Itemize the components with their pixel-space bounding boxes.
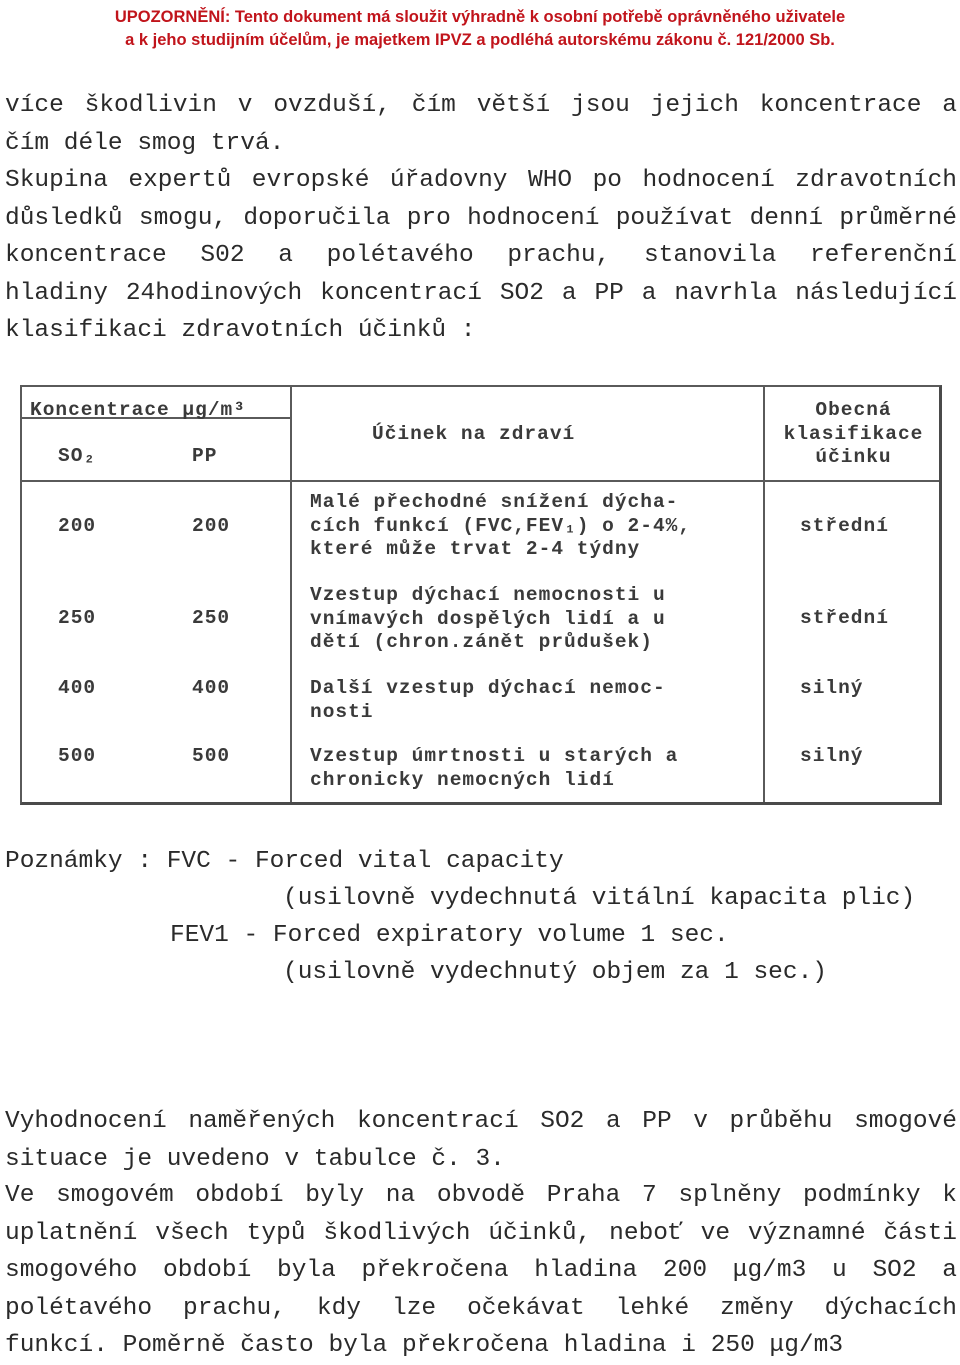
notes-fvc-translation: (usilovně vydechnutá vitální kapacita plic) (283, 885, 916, 912)
text-line: čím déle smog trvá. (5, 129, 285, 157)
row-divider (22, 480, 939, 482)
text-line: více škodlivin v ovzduší, čím větší jsou jejich koncentrace a (5, 92, 957, 119)
text-line: koncentrace S02 a polétavého prachu, stanovila referenční (5, 242, 957, 269)
row4-so2: 500 (58, 745, 97, 767)
warning-line-2: a k jeho studijním účelům, je majetkem IPVZ a podléhá autorskému zákonu č. 121/2000 Sb. (125, 31, 835, 49)
text-line: hladiny 24hodinových koncentrací SO2 a PP a navrhla následující (5, 279, 957, 307)
row3-class: silný (800, 677, 864, 699)
header-so2: SO₂ (58, 445, 97, 467)
text-line: Skupina expertů evropské úřadovny WHO po hodnocení zdravotních (5, 167, 957, 194)
intro-paragraph (5, 87, 957, 162)
column-divider (290, 387, 292, 802)
row1-pp: 200 (192, 515, 231, 537)
row2-so2: 250 (58, 607, 97, 629)
text-line: situace je uvedeno v tabulce č. 3. (5, 1145, 505, 1173)
row2-effect: Vzestup dýchací nemocnosti u vnímavých dospělých lidí a u dětí (chron.zánět průdušek) (310, 584, 666, 653)
row1-so2: 200 (58, 515, 97, 537)
text-line: polétavého prachu, kdy lze očekávat lehké změny dýchacích (5, 1294, 957, 1322)
row2-class: střední (800, 607, 889, 629)
who-paragraph (5, 162, 957, 350)
copyright-warning (0, 6, 960, 52)
row4-effect: Vzestup úmrtnosti u starých a chronicky nemocných lidí (310, 745, 679, 791)
header-pp: PP (192, 445, 218, 467)
notes-label: Poznámky : FVC - Forced vital capacity (5, 848, 564, 875)
row4-class: silný (800, 745, 864, 767)
row3-effect: Další vzestup dýchací nemoc- nosti (310, 677, 666, 723)
notes-fev1: FEV1 - Forced expiratory volume 1 sec. (170, 922, 729, 949)
header-effect: Účinek na zdraví (372, 423, 576, 445)
header-classification: Obecná klasifikace účinku (783, 399, 924, 468)
text-line: Vyhodnocení naměřených koncentrací SO2 a PP v průběhu smogové (5, 1108, 957, 1135)
row1-effect: Malé přechodné snížení dýcha- cích funkcí (FVC,FEV₁) o 2-4%, které může trvat 2-4 týdny (310, 491, 692, 560)
conclusion-paragraph (5, 1177, 957, 1365)
row4-pp: 500 (192, 745, 231, 767)
evaluation-paragraph (5, 1103, 957, 1178)
header-concentration: Koncentrace μg/m³ (30, 399, 246, 421)
row3-pp: 400 (192, 677, 231, 699)
row2-pp: 250 (192, 607, 231, 629)
text-line: důsledků smogu, doporučila pro hodnocení používat denní průměrné (5, 204, 957, 232)
row3-so2: 400 (58, 677, 97, 699)
text-line: Ve smogovém období byly na obvodě Praha 7 splněny podmínky k (5, 1182, 957, 1209)
warning-line-1: UPOZORNĚNÍ: Tento dokument má sloužit výhradně k osobní potřebě oprávněného uživatele (114, 8, 846, 26)
text-line: smogového období byla překročena hladina 200 μg/m3 u SO2 a (5, 1257, 957, 1284)
notes-fev1-translation: (usilovně vydechnutý objem za 1 sec.) (283, 959, 827, 986)
text-line: uplatnění všech typů škodlivých účinků, neboť ve významné části (5, 1219, 957, 1247)
text-line: klasifikaci zdravotních účinků : (5, 317, 476, 344)
health-effects-table (20, 385, 942, 805)
text-line: funkcí. Poměrně často byla překročena hladina i 250 μg/m3 (5, 1332, 844, 1359)
row1-class: střední (800, 515, 889, 537)
